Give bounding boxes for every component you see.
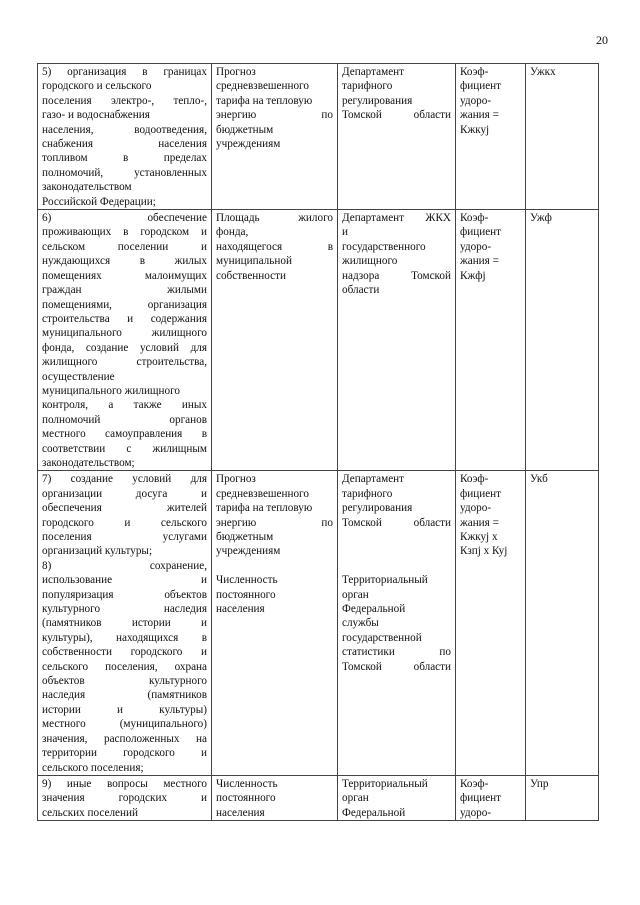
cell-text-line: Упр (530, 777, 549, 790)
cell-text-line: полномочий, установленных (42, 166, 207, 179)
cell-text-line: Численность (216, 574, 278, 587)
cell-code (526, 210, 599, 471)
cell-text-line: строительства и содержания (42, 312, 207, 325)
cell-text-line: энергию по (216, 109, 333, 122)
cell-text-line: постоянного (216, 792, 276, 805)
cell-indicator (212, 210, 338, 471)
table-row (38, 64, 599, 210)
cell-coefficient (456, 64, 526, 210)
cell-text-line: Департамент (342, 473, 405, 486)
cell-text-line: популяризация объектов (42, 588, 207, 601)
cell-text-line: муниципального жилищного (42, 327, 207, 340)
cell-text-line: жилищного строительства, (42, 356, 207, 369)
table-row (38, 471, 599, 776)
cell-text-line: культуры), находящихся в (42, 631, 207, 644)
cell-text-line: контроля, а также иных (42, 399, 207, 412)
cell-responsibility (38, 210, 212, 471)
cell-text-line: городского и сельского (42, 80, 152, 93)
indicator-table (37, 63, 599, 821)
cell-text-line: Территориальный (342, 574, 428, 587)
cell-text-line: постоянного (216, 588, 276, 601)
cell-text-line: удоро- (460, 240, 492, 253)
cell-text-line: и (342, 226, 348, 239)
cell-responsibility (38, 64, 212, 210)
cell-text-line: тарифа на тепловую (216, 94, 313, 107)
cell-text-line: законодательством (42, 181, 132, 194)
cell-text-line: снабжения населения (42, 138, 207, 151)
cell-text-line: поселения услугами (42, 531, 207, 543)
cell-text-line: помещениями, организация (42, 298, 207, 311)
cell-text-line: 6) обеспечение (42, 212, 207, 225)
cell-text-line: Кжкуj (460, 123, 490, 136)
cell-text-line: Коэф- (460, 777, 489, 790)
cell-text-line: использование и (42, 574, 207, 587)
cell-text-line: Прогноз (216, 473, 256, 486)
cell-text-line: газо- и водоснабжения (42, 109, 150, 122)
cell-text-line: культурного наследия (42, 603, 207, 616)
cell-text-line: Коэф- (460, 473, 489, 486)
cell-text-line: находящегося в (216, 240, 333, 253)
cell-text-line: Томской области (342, 109, 451, 122)
cell-text-line: наследия (памятников (42, 689, 207, 702)
page-number: 20 (596, 33, 608, 47)
cell-text-line: 7) создание условий для (42, 473, 207, 486)
cell-text-line: сельских поселений (42, 806, 138, 819)
cell-code (526, 775, 599, 820)
cell-indicator (212, 64, 338, 210)
cell-text-line: организации досуга и (42, 487, 207, 500)
cell-text-line: Департамент (342, 66, 405, 78)
cell-text-line: значения городских и (42, 792, 207, 805)
cell-text-line: Численность (216, 777, 278, 790)
table-row (38, 775, 599, 820)
cell-text-line: учреждениям (216, 138, 281, 151)
cell-indicator (212, 775, 338, 820)
cell-source (338, 471, 456, 776)
cell-text-line: истории и культуры) (42, 703, 207, 716)
cell-text-line: жилищного (342, 255, 398, 268)
cell-text-line: помещениях малоимущих (42, 269, 207, 282)
cell-text-line: населения (216, 603, 265, 616)
cell-text-line: фонда, создание условий для (42, 341, 207, 354)
spacer (342, 544, 451, 558)
cell-text-line: (памятников истории и (42, 617, 207, 630)
cell-text-line: Кжкуj х (460, 531, 498, 543)
spacer (216, 559, 333, 573)
cell-text-line: сельском поселении и (42, 240, 207, 253)
cell-text-line: сельского поселения, охрана (42, 660, 207, 673)
cell-text-line: Томской области (342, 516, 451, 529)
cell-source (338, 210, 456, 471)
cell-text-line: Площадь жилого (216, 212, 333, 225)
cell-text-line: Федеральной (342, 806, 406, 819)
table-row (38, 210, 599, 471)
cell-text-line: Федеральной (342, 602, 406, 615)
cell-text-line: топливом в пределах (42, 152, 207, 165)
cell-text-line: территории городского и (42, 747, 207, 760)
cell-text-line: бюджетным (216, 531, 274, 543)
cell-text-line: поселения электро-, тепло-, (42, 94, 207, 107)
cell-text-line: Департамент ЖКХ (342, 212, 451, 225)
cell-responsibility (38, 775, 212, 820)
cell-text-line: собственности городского и (42, 646, 207, 659)
cell-text-line: граждан жилыми (42, 284, 207, 297)
cell-text-line: организаций культуры; (42, 545, 153, 558)
cell-text-line: энергию по (216, 516, 333, 529)
cell-text-line: 5) организация в границах (42, 66, 207, 78)
cell-text-line: жания = (460, 109, 499, 122)
cell-text-line: удоро- (460, 806, 492, 819)
cell-text-line: фициент (460, 226, 502, 239)
cell-responsibility (38, 471, 212, 776)
cell-text-line: сельского поселения; (42, 761, 144, 774)
cell-text-line: удоро- (460, 94, 492, 107)
cell-text-line: Прогноз (216, 66, 256, 78)
cell-source (338, 64, 456, 210)
cell-text-line: удоро- (460, 502, 492, 515)
cell-code (526, 471, 599, 776)
cell-coefficient (456, 471, 526, 776)
cell-text-line: местного (муниципального) (42, 718, 207, 731)
cell-text-line: статистики по (342, 646, 451, 659)
cell-text-line: Ужкх (530, 66, 556, 78)
cell-text-line: орган (342, 588, 369, 601)
cell-text-line: фонда, (216, 226, 249, 239)
cell-text-line: надзора Томской (342, 269, 451, 282)
cell-text-line: собственности (216, 269, 286, 282)
cell-text-line: регулирования (342, 94, 413, 107)
cell-text-line: государственного (342, 240, 426, 253)
cell-text-line: средневзвешенного (216, 487, 309, 500)
cell-text-line: тарифа на тепловую (216, 502, 313, 515)
cell-text-line: службы (342, 617, 379, 630)
cell-text-line: фициент (460, 80, 502, 93)
cell-text-line: Кзпj х Куj (460, 545, 508, 558)
cell-text-line: орган (342, 792, 369, 805)
cell-text-line: фициент (460, 487, 502, 500)
cell-text-line: населения (216, 806, 265, 819)
cell-text-line: Коэф- (460, 212, 489, 225)
cell-code (526, 64, 599, 210)
cell-text-line: значения, расположенных на (42, 732, 207, 745)
cell-text-line: государственной (342, 631, 422, 644)
cell-text-line: объектов культурного (42, 675, 207, 688)
cell-text-line: соответствии с жилищным (42, 442, 207, 455)
cell-text-line: обеспечения жителей (42, 502, 207, 515)
cell-text-line: 8) сохранение, (42, 559, 207, 572)
cell-text-line: Томской области (342, 660, 451, 673)
cell-text-line: Территориальный (342, 777, 428, 790)
cell-text-line: фициент (460, 792, 502, 805)
cell-text-line: полномочий органов (42, 413, 207, 426)
cell-text-line: Кжфj (460, 269, 486, 282)
cell-text-line: тарифного (342, 80, 393, 93)
cell-text-line: проживающих в городском и (42, 226, 207, 239)
cell-source (338, 775, 456, 820)
spacer (342, 530, 451, 544)
cell-text-line: бюджетным (216, 123, 274, 136)
cell-text-line: жания = (460, 255, 499, 268)
cell-text-line: муниципальной (216, 255, 292, 268)
cell-coefficient (456, 775, 526, 820)
cell-text-line: городского и сельского (42, 516, 207, 529)
spacer (342, 559, 451, 573)
cell-text-line: учреждениям (216, 545, 281, 558)
cell-indicator (212, 471, 338, 776)
cell-text-line: Коэф- (460, 66, 489, 78)
cell-text-line: местного самоуправления в (42, 428, 207, 441)
cell-text-line: области (342, 284, 380, 297)
cell-text-line: регулирования (342, 502, 413, 515)
cell-text-line: 9) иные вопросы местного (42, 777, 207, 790)
cell-text-line: средневзвешенного (216, 80, 309, 93)
cell-text-line: законодательством; (42, 456, 135, 469)
cell-text-line: тарифного (342, 487, 393, 500)
cell-text-line: Укб (530, 473, 548, 486)
cell-text-line: Российской Федерации; (42, 195, 156, 208)
cell-coefficient (456, 210, 526, 471)
cell-text-line: Ужф (530, 212, 552, 225)
cell-text-line: муниципального жилищного (42, 384, 181, 397)
cell-text-line: населения, водоотведения, (42, 123, 207, 136)
cell-text-line: нуждающихся в жилых (42, 255, 207, 268)
cell-text-line: жания = (460, 516, 499, 529)
cell-text-line: осуществление (42, 370, 115, 383)
